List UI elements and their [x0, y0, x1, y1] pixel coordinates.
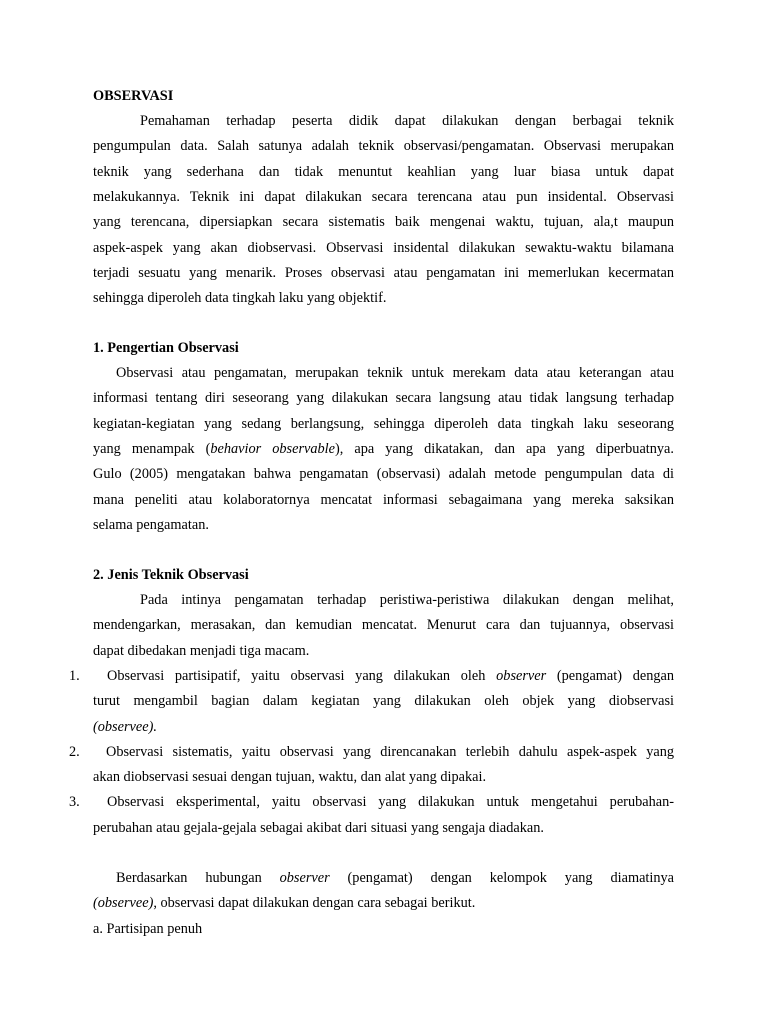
- text-span: Observasi partisipatif, yaitu observasi yang dilakukan oleh: [107, 668, 497, 684]
- text-span: ), apa yang dikatakan, dan apa yang diperbuatnya.: [335, 441, 674, 457]
- page-title: OBSERVASI: [93, 88, 174, 104]
- italic-term: observer: [279, 870, 330, 886]
- list-item-line: Observasi sistematis, yaitu observasi yang direncanakan terlebih dahulu aspek-aspek yang: [106, 744, 674, 760]
- intro-line: pengumpulan data. Salah satunya adalah teknik observasi/pengamatan. Observasi merupakan: [93, 138, 674, 154]
- section1-line: Gulo (2005) mengatakan bahwa pengamatan (observasi) adalah metode pengumpulan data di: [93, 466, 674, 482]
- section1-line-mixed: [93, 441, 674, 458]
- italic-term: behavior observable: [210, 441, 335, 457]
- section-heading: 1. Pengertian Observasi: [93, 340, 239, 356]
- section2-line: dapat dibedakan menjadi tiga macam.: [93, 643, 310, 659]
- list-item-line: perubahan atau gejala-gejala sebagai akibat dari situasi yang sengaja diadakan.: [93, 820, 544, 836]
- intro-line: terjadi sesuatu yang menarik. Proses observasi atau pengamatan ini memerlukan kecermatan: [93, 265, 674, 281]
- intro-line: aspek-aspek yang akan diobservasi. Observasi insidental dilakukan sewaktu-waktu bilamana: [93, 240, 674, 256]
- list-number: 2.: [69, 744, 80, 760]
- outro-line: [116, 870, 674, 887]
- outro-line: a. Partisipan penuh: [93, 921, 203, 937]
- section1-line: selama pengamatan.: [93, 517, 209, 533]
- text-span: yang menampak (: [93, 441, 211, 457]
- list-item-line: Observasi eksperimental, yaitu observasi yang dilakukan untuk mengetahui perubahan-: [107, 794, 674, 810]
- text-span: , observasi dapat dilakukan dengan cara sebagai berikut.: [153, 895, 476, 911]
- italic-term: (observee).: [93, 719, 157, 735]
- section-heading: 2. Jenis Teknik Observasi: [93, 567, 249, 583]
- intro-line: teknik yang sederhana dan tidak menuntut keahlian yang luar biasa untuk dapat: [93, 164, 674, 180]
- text-span: (pengamat) dengan kelompok yang diamatinya: [329, 870, 674, 886]
- section1-line: Observasi atau pengamatan, merupakan teknik untuk merekam data atau keterangan atau: [116, 365, 674, 381]
- list-item-line: akan diobservasi sesuai dengan tujuan, waktu, dan alat yang dipakai.: [93, 769, 487, 785]
- section1-line: informasi tentang diri seseorang yang dilakukan secara langsung atau tidak langsung terhadap: [93, 390, 674, 406]
- list-item-line: turut mengambil bagian dalam kegiatan yang dilakukan oleh objek yang diobservasi: [93, 693, 674, 709]
- section2-line: Pada intinya pengamatan terhadap peristiwa-peristiwa dilakukan dengan melihat,: [140, 592, 674, 608]
- italic-term: (observee): [93, 895, 154, 911]
- section2-line: mendengarkan, merasakan, dan kemudian mencatat. Menurut cara dan tujuannya, observasi: [93, 617, 674, 633]
- section1-line: kegiatan-kegiatan yang sedang berlangsung, sehingga diperoleh data tingkah laku seseorang: [93, 416, 674, 432]
- intro-line: melakukannya. Teknik ini dapat dilakukan secara terencana atau pun insidental. Observasi: [93, 189, 674, 205]
- italic-term: observer: [496, 668, 547, 684]
- text-span: Berdasarkan hubungan: [116, 870, 280, 886]
- list-number: 3.: [69, 794, 80, 810]
- list-item-line: [107, 668, 674, 685]
- list-item-line: [93, 719, 674, 736]
- outro-line: [93, 895, 674, 912]
- text-span: (pengamat) dengan: [546, 668, 675, 684]
- intro-line: sehingga diperoleh data tingkah laku yang objektif.: [93, 290, 387, 306]
- list-number: 1.: [69, 668, 80, 684]
- section1-line: mana peneliti atau kolaboratornya mencatat informasi sebagaimana yang mereka saksikan: [93, 492, 674, 508]
- intro-line: Pemahaman terhadap peserta didik dapat dilakukan dengan berbagai teknik: [140, 113, 674, 129]
- intro-line: yang terencana, dipersiapkan secara sistematis baik mengenai waktu, tujuan, ala,t maupun: [93, 214, 674, 230]
